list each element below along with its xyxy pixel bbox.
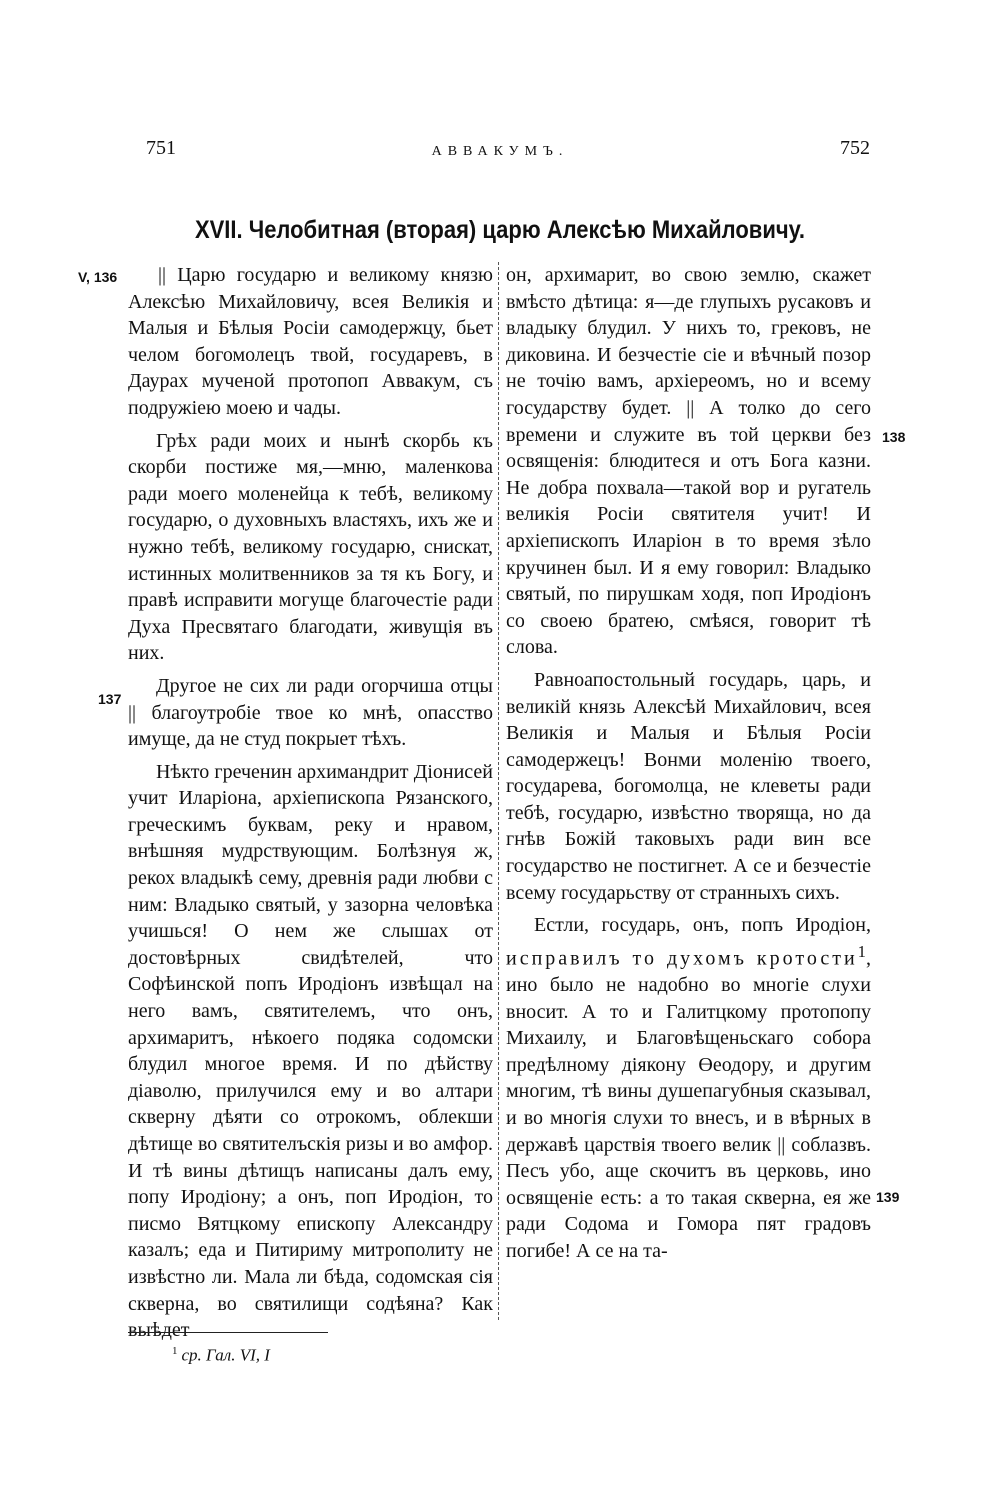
right-paragraph-3-start: Естли, государь, онъ, попъ Иродіон, <box>534 914 871 937</box>
footnote-rule <box>128 1332 328 1333</box>
right-paragraph-2: Равноапостольный государь, царь, и великій князь Алексѣй Михайлович, всея Великія и Малыя и Бѣлыя Росіи самодержецъ! Вонми моленію твоего, государева, богомолца, не клеветы ради тебѣ, государю, извѣстно творяща, но да гнѣв Божій таковыхъ ради вин все государство не постигнет. А се и безчестіе всему государьству от странныхъ сихъ. <box>506 668 871 904</box>
margin-ref-138: 138 <box>882 429 906 445</box>
spaced-emphasis: исправилъ то духомъ кротости <box>506 947 858 970</box>
left-paragraph-4: Нѣкто греченин архимандрит Діонисей учит Иларіона, архіепископа Рязанского, греческимъ буквам, реку и нравом, внѣшняя мудрствующим. Болѣзнуя ж, рекох владыкѣ сему, древнія ради любви с ним: Владыко святый, у зазорна человѣка учишься! О нем же слышах от достовѣрных свидѣтелей, что Софѣинской попъ Иродіонъ извѣщал на него вамъ, святителемъ, что онъ, архимаритъ, нѣкоего подяка содомски блудил многое время. И по дѣйству діаволю, прилучился ему и во алтари скверну дѣяти со отрокомъ, облекши дѣтище во святителъскія ризы и во амфор. И тѣ вины дѣтищъ написаны далъ ему, попу Иродіону; а онъ, поп Иродіон, то писмо Вятцкому епископу Александру казалъ; еда и Питириму митрополиту не извѣстно ли. Мала ли бѣда, содомская сія скверна, во святилищи содѣяна? Как выѣдет <box>128 760 493 1342</box>
right-paragraph-3-rest: , ино было не надобно во многіе слухи вносит. А то и Галитцкому протопопу Михаилу, и Благовѣщеньскаго собора предѣлному діякону Өеодору, и другим многим, тѣ вины душепагубныя сказывал, и во многія слухи то внесъ, и в вѣрных в державѣ царствія твоего велик || соблазвъ. Песъ убо, аще скочитъ въ церковь, ино освященіе есть: а то такая скверна, ея же ради Содома и Гомора пят градовъ погибе! А се на та- <box>506 947 871 1263</box>
footnote-number: 1 <box>172 1345 178 1357</box>
left-paragraph-2: Грѣх ради моих и нынѣ скорбь къ скорби постиже мя,—мню, маленкова ради моего моленейца к тебѣ, великому государю, о духовныхъ властяхъ, ихъ же и нужно тебѣ, великому государю, снискат, истинных молитвенников за тя къ Богу, и правѣ исправити могуще благочестіе ради Духа Пресвятаго благодати, живущія въ них. <box>128 429 493 665</box>
left-column <box>128 262 493 1350</box>
margin-ref-137: 137 <box>98 691 122 707</box>
margin-ref-139: 139 <box>876 1189 900 1205</box>
column-divider <box>498 262 499 1320</box>
footnote-marker: 1 <box>857 941 866 961</box>
right-column <box>506 262 871 1271</box>
left-paragraph-3: Другое не сих ли ради огорчиша отцы || благоутробіе твое ко мнѣ, опасство имуще, да не студ покрыет тѣхъ. <box>128 674 493 751</box>
page-number-left: 751 <box>146 137 176 159</box>
page-number-right: 752 <box>840 137 870 159</box>
right-paragraph-3 <box>506 912 871 1264</box>
left-paragraph-1: || Царю государю и великому князю Алексѣю Михайловичу, всея Великія и Малыя и Бѣлыя Росіи самодержцу, бьет челом богомолецъ твой, государевъ, в Даурах мученой протопоп Аввакум, съ подружіею моею и чады. <box>128 264 493 419</box>
right-paragraph-1: он, архимарит, во свою землю, скажет вмѣсто дѣтица: я—де глупыхъ русаковъ и владыку блудил. У нихъ то, грековъ, не диковина. И безчестіе сіе и вѣчный позор не точію вамъ, архіереомъ, но и всему государству будет. || А толко до сего времени и служите въ той церкви без освященія: блюдитеся и отъ Бога казни. Не добра похвала—такой вор и ругатель великія Росіи святителя учит! И архіепископъ Иларіон в то время зѣло кручинен был. И я ему говорил: Владыко святый, по пирушкам ходя, поп Иродіонъ со своею братею, смѣяся, говорит тѣ слова. <box>506 264 871 659</box>
running-title: АВВАКУМЪ. <box>431 144 569 159</box>
footnote <box>172 1340 270 1367</box>
chapter-title: XVII. Челобитная (вторая) царю Алексѣю Михайловичу. <box>194 216 806 244</box>
footnote-text: ср. Гал. VI, I <box>181 1345 270 1365</box>
margin-ref-volume: V, 136 <box>78 269 118 285</box>
